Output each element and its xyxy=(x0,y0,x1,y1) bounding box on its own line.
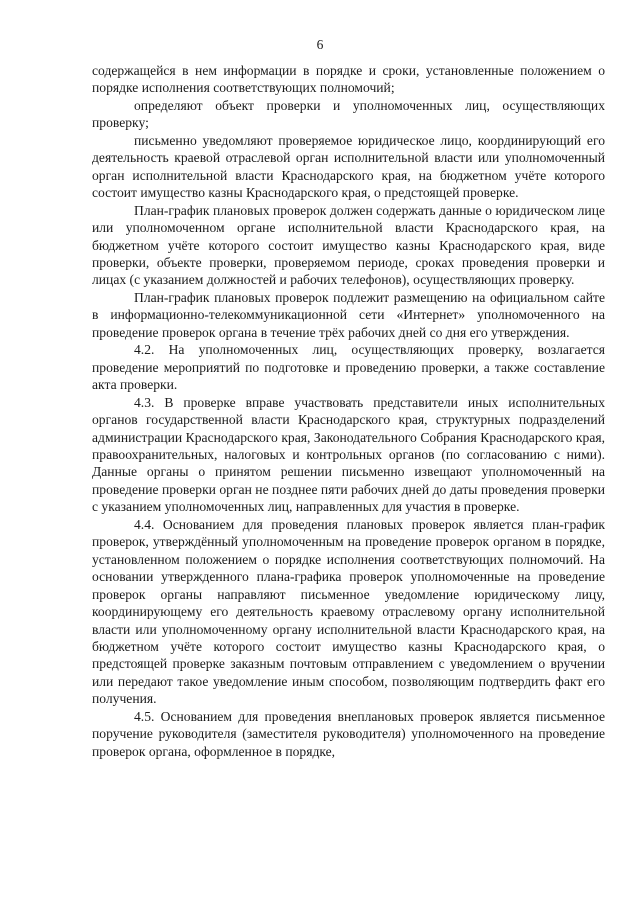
paragraph-continuation: содержащейся в нем информации в порядке и сроки, установленные положением о порядке исполнения соответствующих полномочий; xyxy=(92,63,605,96)
paragraph-4-3: 4.3. В проверке вправе участвовать представители иных исполнительных органов государственной власти Краснодарского края, структурных подразделений администрации Краснодарского края, Законодательного Собрания Краснодарского края, правоохранительных, налоговых и контрольных органов (по согласованию с ними). Данные органы о принятом решении письменно извещают уполномоченный на проведение проверки орган не позднее пяти рабочих дней до даты проведения проверки с указанием уполномоченных лиц, направленных для участия в проверке. xyxy=(92,394,605,515)
paragraph-define-object: определяют объект проверки и уполномоченных лиц, осуществляющих проверку; xyxy=(92,97,605,131)
paragraph-schedule-publication: План-график плановых проверок подлежит размещению на официальном сайте в информационно-телекоммуникационной сети «Интернет» уполномоченного на проведение проверок органа в течение трёх рабочих дней со дня его утверждения. xyxy=(92,289,605,340)
body-text xyxy=(92,62,605,760)
paragraph-4-5: 4.5. Основанием для проведения внеплановых проверок является письменное поручение руководителя (заместителя руководителя) уполномоченного на проведение проверок органа, оформленное в порядке, xyxy=(92,708,605,759)
paragraph-schedule-content: План-график плановых проверок должен содержать данные о юридическом лице или уполномоченном органе исполнительной власти Краснодарского края, на бюджетном учёте которого состоит имущество казны Краснодарского края, виде проверки, объекте проверки, проверяемом периоде, сроках проведения проверки и лицах (с указанием должностей и рабочих телефонов), осуществляющих проверку. xyxy=(92,202,605,288)
paragraph-notify: письменно уведомляют проверяемое юридическое лицо, координирующий его деятельность краевой отраслевой орган исполнительной власти или уполномоченный орган исполнительной власти Краснодарского края, на бюджетном учёте которого состоит имущество казны Краснодарского края, о предстоящей проверке. xyxy=(92,132,605,201)
paragraph-4-2: 4.2. На уполномоченных лиц, осуществляющих проверку, возлагается проведение мероприятий по подготовке и проведению проверки, а также составление акта проверки. xyxy=(92,342,605,393)
paragraph-4-4: 4.4. Основанием для проведения плановых проверок является план-график проверок, утверждённый уполномоченным на проведение проверок органом в порядке, установленном положением о порядке исполнения соответствующих полномочий. На основании утвержденного плана-графика проверок уполномоченные на проведение проверок органы направляют письменное уведомление юридическому лицу, координирующему его деятельность краевому отраслевому органу исполнительной власти или уполномоченному органу исполнительной власти Краснодарского края, на бюджетном учёте которого состоит имущество казны Краснодарского края, о предстоящей проверке заказным почтовым отправлением с уведомлением о вручении или передают такое уведомление иным способом, позволяющим подтвердить факт его получения. xyxy=(92,516,605,707)
page-number: 6 xyxy=(316,37,324,52)
